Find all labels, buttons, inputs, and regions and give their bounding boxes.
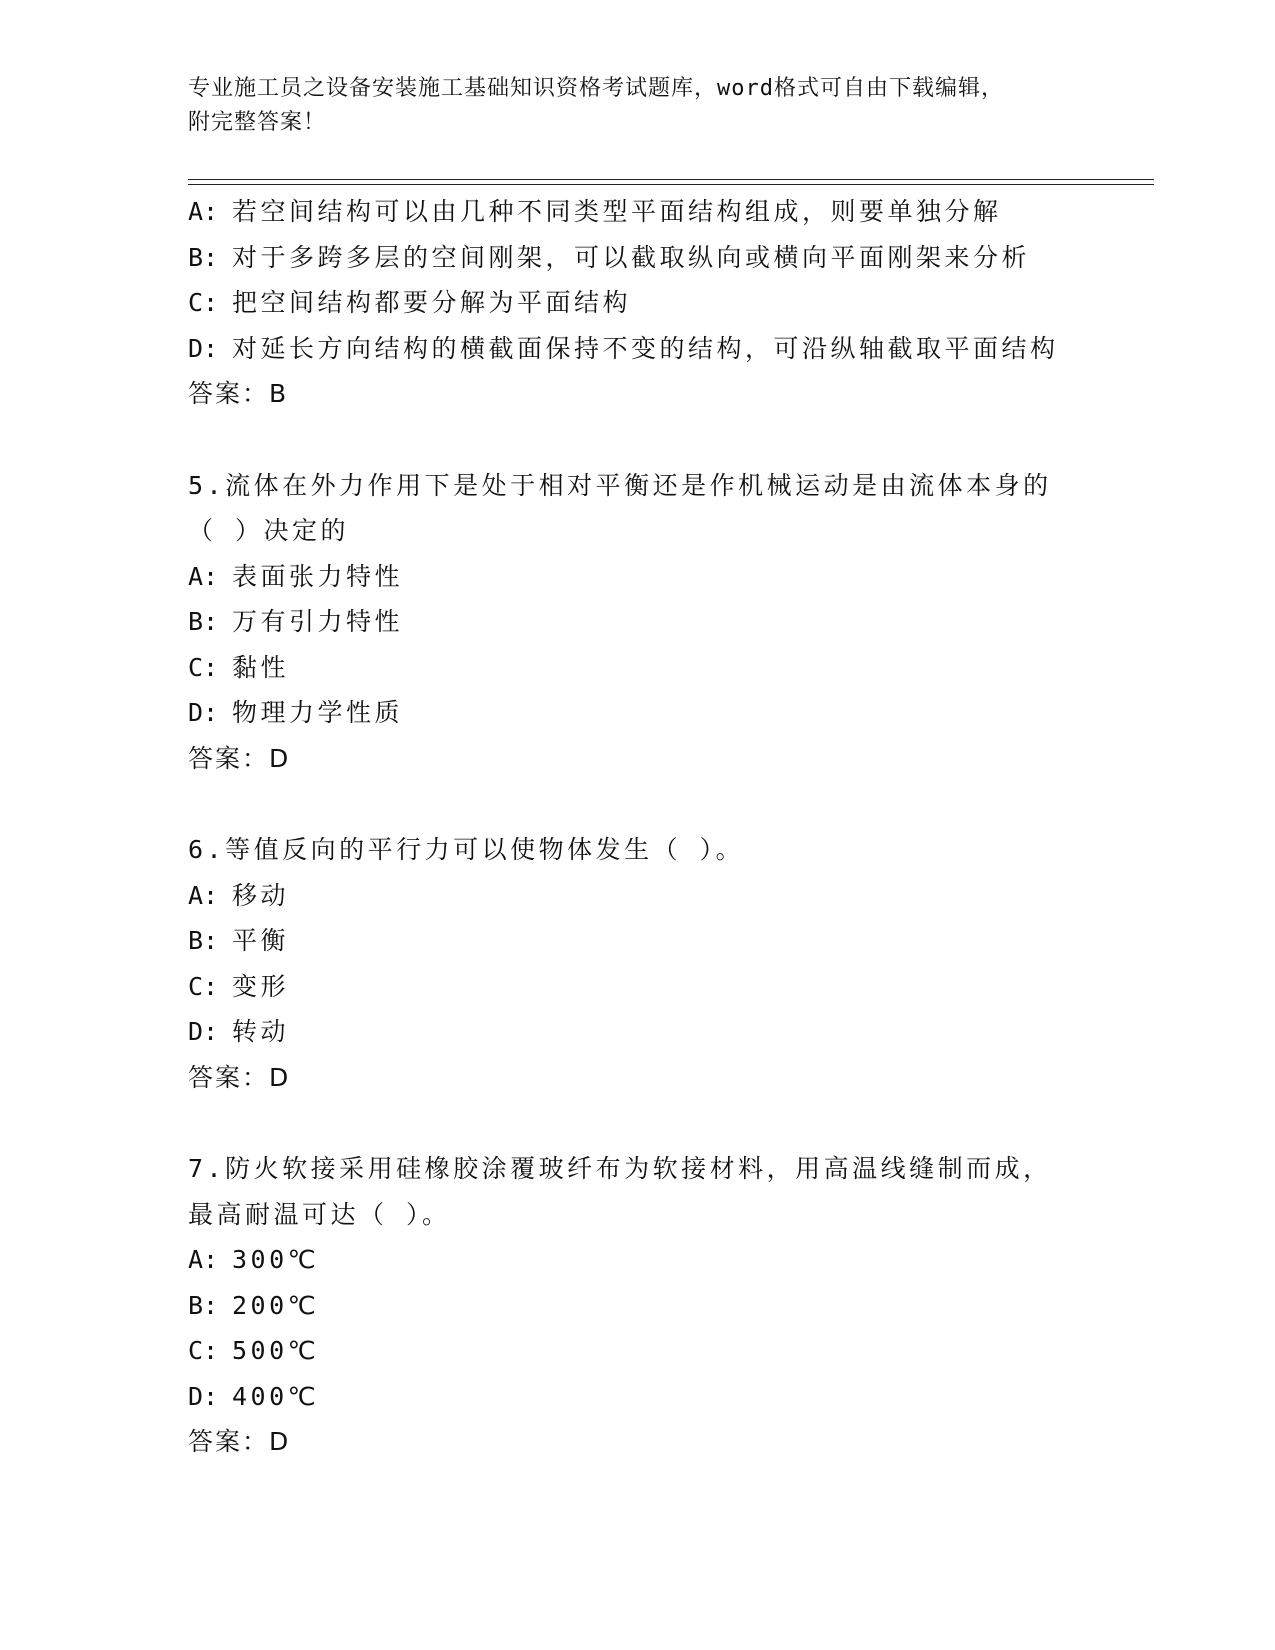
question-5 [188,463,1148,782]
option-text: 万有引力特性 [232,607,404,636]
question-stem-line: 6.等值反向的平行力可以使物体发生（ ）。 [188,835,745,864]
option-text: 转动 [232,1017,290,1046]
option-d [188,690,1148,736]
question-list [188,189,1148,1465]
option-label: C: [188,288,219,317]
option-text: 物理力学性质 [232,698,404,727]
answer: 答案：B [188,379,289,408]
question-gap [188,1100,1148,1146]
answer: 答案：D [188,1427,291,1456]
option-text: 黏性 [232,652,290,682]
option-label: A: [188,197,219,226]
option-c [188,1328,1148,1374]
option-label: B: [188,607,219,636]
option-d [188,326,1148,372]
option-label: D: [188,1017,219,1046]
option-c [188,645,1148,691]
option-a [188,1237,1148,1283]
option-b [188,599,1148,645]
option-text: 表面张力特性 [232,561,404,591]
question-gap [188,417,1148,463]
option-label: A: [188,880,219,910]
option-b [188,1283,1148,1329]
document-header [188,72,1068,140]
option-label: B: [188,242,219,272]
option-c [188,280,1148,326]
question-gap [188,781,1148,827]
option-a [188,189,1148,235]
option-text: 若空间结构可以由几种不同类型平面结构组成，则要单独分解 [232,197,1002,226]
option-d [188,1009,1148,1055]
option-label: B: [188,926,219,955]
option-text: 200℃ [232,1290,320,1320]
option-label: A: [188,561,219,591]
option-text: 300℃ [232,1245,320,1274]
option-text: 移动 [232,880,290,910]
option-text: 对于多跨多层的空间刚架，可以截取纵向或横向平面刚架来分析 [232,242,1031,272]
option-label: A: [188,1245,219,1274]
question-stem-line: 最高耐温可达（ ）。 [188,1199,451,1229]
option-label: C: [188,1336,219,1365]
question-stem-line: 5.流体在外力作用下是处于相对平衡还是作机械运动是由流体本身的 [188,470,1052,500]
option-text: 500℃ [232,1336,320,1365]
option-label: D: [188,1381,219,1411]
option-c [188,964,1148,1010]
option-b [188,235,1148,281]
header-divider-top [188,179,1154,180]
option-label: C: [188,971,219,1001]
header-line-1: 专业施工员之设备安装施工基础知识资格考试题库，word格式可自由下载编辑， [188,76,1004,101]
header-divider-bottom [188,184,1154,185]
option-a [188,873,1148,919]
header-line-2: 附完整答案！ [188,110,327,135]
question-stem-line: （ ）决定的 [188,516,350,545]
option-label: D: [188,698,219,727]
option-label: D: [188,333,219,363]
option-label: B: [188,1290,219,1320]
question-7 [188,1146,1148,1465]
option-d [188,1374,1148,1420]
option-label: C: [188,652,219,682]
answer: 答案：D [188,1062,291,1092]
option-text: 400℃ [232,1381,320,1411]
option-text: 变形 [232,971,290,1001]
question-6 [188,827,1148,1100]
option-text: 平衡 [232,926,290,955]
question-stem-line: 7.防火软接采用硅橡胶涂覆玻纤布为软接材料，用高温线缝制而成， [188,1154,1052,1183]
question-4 [188,189,1148,417]
option-b [188,918,1148,964]
option-text: 对延长方向结构的横截面保持不变的结构，可沿纵轴截取平面结构 [232,333,1059,363]
answer: 答案：D [188,743,291,773]
option-text: 把空间结构都要分解为平面结构 [232,288,632,317]
option-a [188,554,1148,600]
